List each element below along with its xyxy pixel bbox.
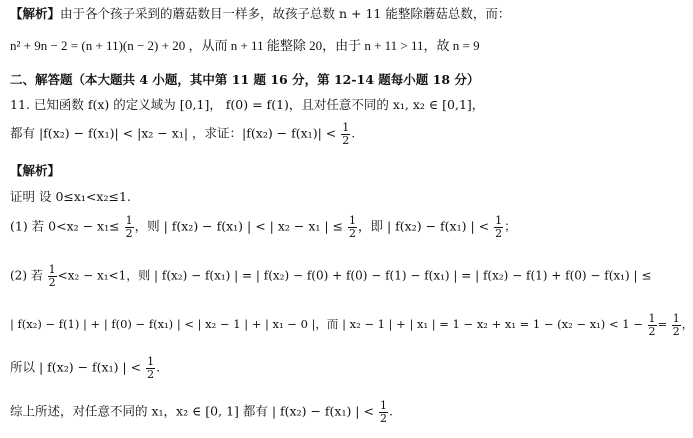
case1-part-b: ，则 | f(x₂) − f(x₁) | < | x₂ − x₁ | ≤ — [134, 218, 344, 234]
equation-line: n² + 9n − 2 = (n + 11)(n − 2) + 20 ，从而 n + 11 能整除 20，由于 n + 11 > 11，故 n = 9 — [10, 38, 480, 53]
case1-part-a: (1) 若 0<x₂ − x₁≤ — [10, 218, 120, 234]
fraction-half — [125, 215, 134, 239]
fraction-half — [648, 313, 657, 337]
condition-text: 都有 |f(x₂) − f(x₁)| < |x₂ − x₁| ，求证：|f(x₂) − f(x₁)| < — [10, 125, 337, 141]
case1-end: ； — [504, 218, 517, 234]
fraction-denominator: 2 — [495, 226, 503, 240]
fraction-denominator: 2 — [147, 367, 155, 381]
condition-end: . — [351, 125, 356, 141]
conclusion2-text: 所以 | f(x₂) − f(x₁) | < — [10, 359, 142, 375]
analysis-text: 由于各个孩子采到的蘑菇数目一样多，故孩子总数 n + 11 能整除蘑菇总数，而： — [60, 6, 511, 21]
fraction-numerator: 1 — [125, 214, 133, 227]
fraction-numerator: 1 — [648, 312, 656, 325]
final-text: 综上所述，对任意不同的 x₁，x₂ ∈ [0, 1] 都有 | f(x₂) − f(x₁) | < — [10, 403, 374, 419]
proof-setup: 证明 设 0≤x₁<x₂≤1. — [10, 189, 131, 204]
proof-final-conclusion — [10, 400, 393, 424]
fraction-denominator: 2 — [379, 411, 387, 425]
fraction-half — [672, 313, 681, 337]
fraction-numerator: 1 — [495, 214, 503, 227]
proof-case-2-continued — [10, 313, 693, 337]
fraction-numerator: 1 — [48, 263, 56, 276]
fraction-denominator: 2 — [125, 226, 133, 240]
fraction-half — [379, 400, 388, 424]
fraction-numerator: 1 — [379, 399, 387, 412]
conclusion2-end: . — [156, 359, 161, 375]
fraction-numerator: 1 — [672, 312, 680, 325]
fraction-half — [146, 356, 155, 380]
section-heading: 二、解答题（本大题共 4 小题，其中第 11 题 16 分，第 12-14 题每小题 18 分） — [10, 72, 480, 87]
analysis-tag: 【解析】 — [10, 6, 61, 21]
problem-condition — [10, 122, 355, 146]
fraction-half — [494, 215, 503, 239]
problem-statement: 11. 已知函数 f(x) 的定义域为 [0,1]， f(0) = f(1)，且对任意不同的 x₁, x₂ ∈ [0,1]， — [10, 97, 485, 112]
fraction-denominator: 2 — [349, 226, 357, 240]
fraction-half — [348, 215, 357, 239]
proof-case-2 — [10, 264, 651, 288]
case2-cont-part-b: = — [657, 317, 668, 332]
case1-part-c: ，即 | f(x₂) − f(x₁) | < — [358, 218, 490, 234]
fraction-numerator: 1 — [349, 214, 357, 227]
final-end: . — [388, 403, 393, 419]
solution-tag: 【解析】 — [10, 163, 61, 178]
fraction-numerator: 1 — [342, 121, 350, 134]
case2-cont-end: ， — [681, 317, 693, 332]
fraction-numerator: 1 — [147, 355, 155, 368]
fraction-denominator: 2 — [648, 324, 656, 338]
fraction-half — [48, 264, 57, 288]
case2-part-b: <x₂ − x₁<1，则 | f(x₂) − f(x₁) | = | f(x₂) − f(0) + f(0) − f(1) − f(x₁) | = | f(x₂) − f(1) + f(0) − f(x₁) | ≤ — [57, 268, 652, 283]
case2-part-a: (2) 若 — [10, 268, 43, 283]
proof-conclusion-case-2 — [10, 356, 160, 380]
fraction-denominator: 2 — [342, 133, 350, 147]
fraction-half — [341, 122, 350, 146]
fraction-denominator: 2 — [672, 324, 680, 338]
analysis-line-1 — [10, 6, 510, 21]
proof-case-1 — [10, 215, 517, 239]
fraction-denominator: 2 — [48, 275, 56, 289]
case2-cont-part-a: | f(x₂) − f(1) | + | f(0) − f(x₁) | < | x₂ − 1 | + | x₁ − 0 |，而 | x₂ − 1 | + | x₁ | = 1 − x₂ + x₁ = 1 − (x₂ − x₁) < 1 − — [10, 317, 643, 332]
